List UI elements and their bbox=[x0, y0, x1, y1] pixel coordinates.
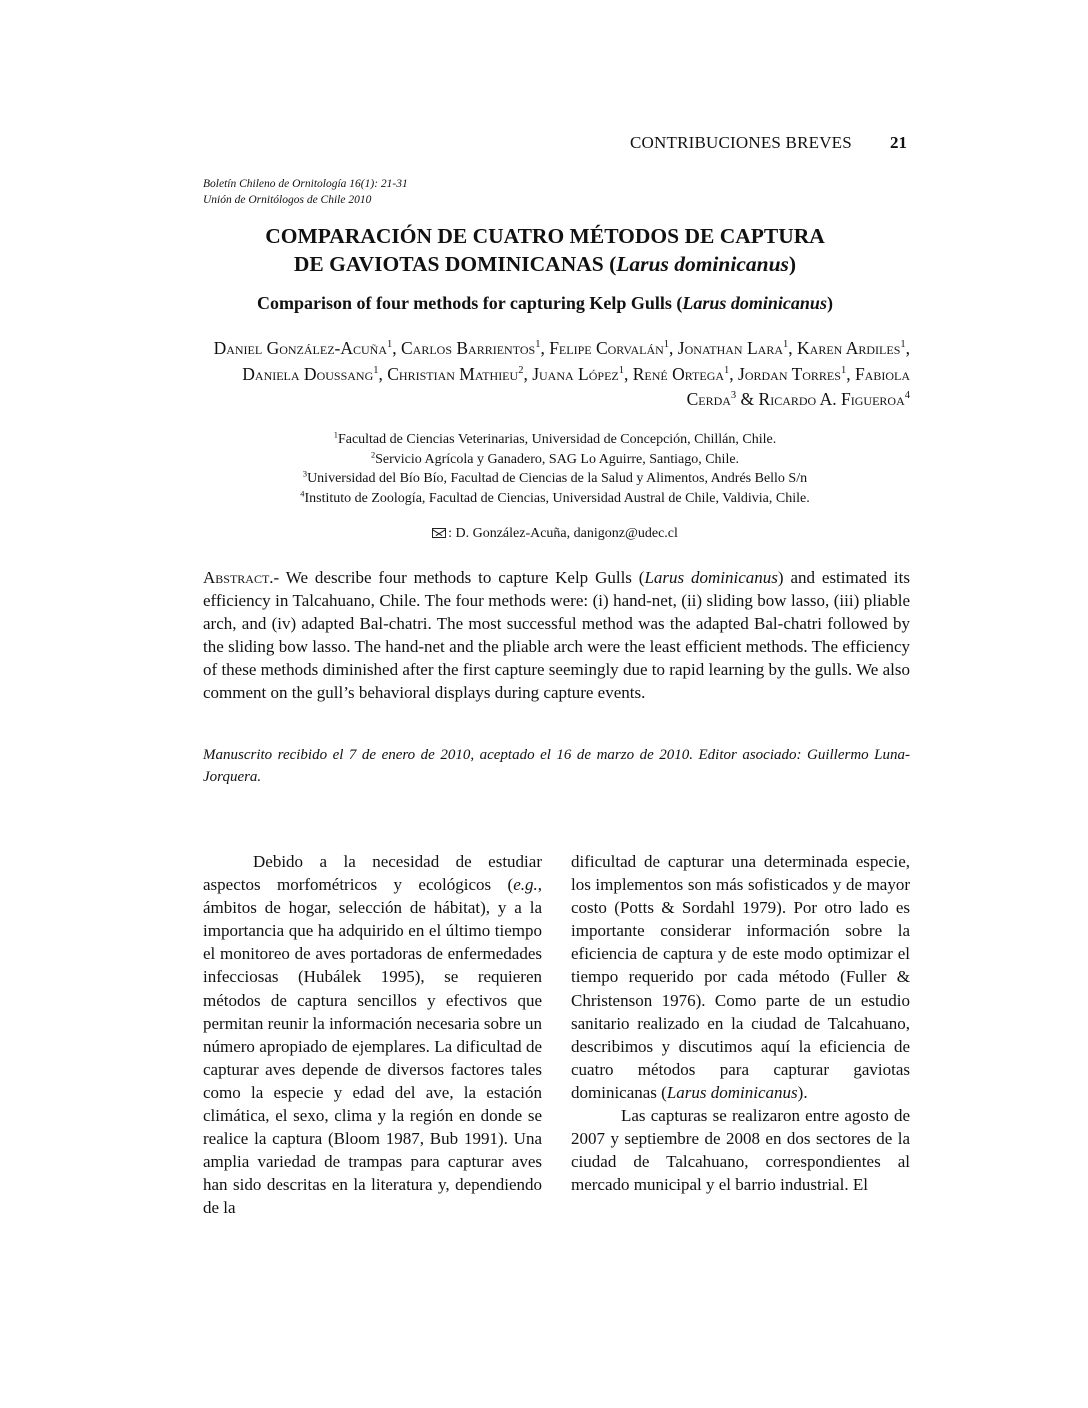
affiliation-text: Servicio Agrícola y Ganadero, SAG Lo Aguirre, Santiago, Chile. bbox=[375, 451, 740, 467]
author bbox=[242, 364, 387, 384]
title-line bbox=[180, 250, 910, 278]
affiliation-mark: 1 bbox=[618, 364, 624, 376]
paragraph: Las capturas se realizaron entre agosto de 2007 y septiembre de 2008 en dos sectores de la ciudad de Talcahuano, correspondientes al mercado municipal y el barrio industrial. El bbox=[571, 1106, 910, 1195]
affiliation-number: 3 bbox=[302, 469, 308, 479]
affiliation-mark: 1 bbox=[663, 339, 670, 351]
author-name: Karen Ardiles bbox=[797, 338, 901, 358]
affiliation-mark: 3 bbox=[730, 390, 737, 402]
title-spanish bbox=[180, 222, 910, 278]
author-separator: , bbox=[623, 363, 633, 384]
affiliation-number: 2 bbox=[370, 449, 376, 459]
paragraph bbox=[571, 850, 910, 1104]
journal-line: Unión de Ornitólogos de Chile 2010 bbox=[203, 194, 372, 206]
author bbox=[401, 338, 549, 358]
species-name: Larus dominicanus bbox=[616, 252, 789, 276]
author-name: Christian Mathieu bbox=[387, 363, 519, 384]
species-name: Larus dominicanus bbox=[644, 568, 778, 587]
affiliation bbox=[200, 469, 910, 489]
author-name: Juana López bbox=[532, 363, 619, 384]
affiliation bbox=[200, 430, 910, 450]
author bbox=[214, 338, 401, 358]
author bbox=[387, 364, 532, 384]
title-text: ) bbox=[826, 293, 833, 313]
corresponding-author bbox=[200, 526, 910, 542]
author-name: Daniel González-Acuña bbox=[213, 338, 387, 358]
author-name: Daniela Doussang bbox=[242, 363, 374, 384]
author bbox=[738, 364, 855, 384]
affiliation-mark: 4 bbox=[904, 390, 910, 402]
page-number: 21 bbox=[890, 133, 907, 152]
affiliation-mark: 1 bbox=[900, 339, 906, 351]
author-separator: & bbox=[736, 389, 759, 409]
author bbox=[633, 364, 738, 384]
author-separator: , bbox=[523, 363, 533, 384]
species-name: Larus dominicanus bbox=[666, 1082, 798, 1102]
author-separator: , bbox=[788, 338, 798, 358]
author bbox=[532, 364, 633, 384]
abstract-text: We describe four methods to capture Kelp Gulls ( bbox=[279, 568, 645, 587]
affiliation-mark: 1 bbox=[535, 339, 541, 351]
species-name: Larus dominicanus bbox=[682, 293, 827, 313]
author-list bbox=[200, 336, 910, 413]
journal-citation bbox=[203, 176, 408, 208]
paragraph bbox=[203, 850, 542, 1220]
affiliation-mark: 1 bbox=[783, 339, 789, 351]
abbreviation: e.g. bbox=[513, 875, 538, 895]
body-column-left bbox=[203, 850, 542, 1220]
author-separator: , bbox=[846, 363, 855, 384]
author bbox=[797, 338, 910, 358]
affiliation-text: Instituto de Zoología, Facultad de Ciencias, Universidad Austral de Chile, Valdivia, Chile. bbox=[304, 490, 810, 506]
affiliation-mark: 2 bbox=[518, 364, 524, 376]
title-line: COMPARACIÓN DE CUATRO MÉTODOS DE CAPTURA bbox=[265, 224, 825, 248]
affiliation bbox=[200, 450, 910, 470]
abstract bbox=[203, 566, 910, 704]
title-english bbox=[180, 293, 910, 314]
affiliation-text: Universidad del Bío Bío, Facultad de Ciencias de la Salud y Alimentos, Andrés Bello S/n bbox=[307, 471, 808, 486]
affiliation-text: Facultad de Ciencias Veterinarias, Universidad de Concepción, Chillán, Chile. bbox=[337, 432, 777, 447]
affiliation-mark: 1 bbox=[724, 364, 730, 376]
body-text: , ámbitos de hogar, selección de hábitat), y a la importancia que ha adquirido en el último tiempo el monitoreo de aves portadoras de enfermedades infecciosas (Hubálek 1995), se requieren métodos de captura sencillos y efectivos que permitan reunir la información necesaria sobre un número apropiado de ejemplares. La dificultad de capturar aves depende de diversos factores tales como la especie y edad del ave, la estación climática, el sexo, clima y la región en donde se realice la captura (Bloom 1987, Bub 1991). Una amplia variedad de trampas para capturar aves han sido descritas en la literatura y, dependiendo de la bbox=[203, 875, 542, 1218]
title-text: ) bbox=[788, 252, 797, 276]
affiliation-mark: 1 bbox=[373, 364, 379, 376]
author-name: René Ortega bbox=[632, 363, 725, 384]
contact-text: : D. González-Acuña, danigonz@udec.cl bbox=[448, 526, 678, 541]
author-separator: , bbox=[669, 338, 678, 358]
body-text: dificultad de capturar una determinada especie, los implementos son más sofisticados y de mayor costo (Potts & Sordahl 1979). Por otro lado es importante considerar información sobre la eficiencia de captura y de este modo optimizar el tiempo requerido por cada método (Fuller & Christenson 1976). Como parte de un estudio sanitario realizado en la ciudad de Talcahuano, describimos y discutimos aquí la eficiencia de cuatro métodos para capturar gaviotas dominicanas ( bbox=[571, 852, 910, 1102]
author-separator: , bbox=[729, 363, 739, 384]
affiliation-list bbox=[200, 430, 910, 508]
author bbox=[678, 338, 797, 358]
abstract-label: Abstract.- bbox=[203, 568, 280, 587]
journal-line: Boletín Chileno de Ornitología 16(1): 21-31 bbox=[203, 178, 408, 190]
author-separator: , bbox=[378, 363, 388, 384]
affiliation-number: 4 bbox=[300, 488, 305, 498]
author-name: Jordan Torres bbox=[738, 363, 841, 384]
author-name: Felipe Corvalán bbox=[549, 338, 664, 358]
envelope-icon bbox=[432, 528, 446, 538]
affiliation-number: 1 bbox=[333, 430, 338, 440]
title-text: Comparison of four methods for capturing Kelp Gulls ( bbox=[257, 293, 683, 313]
author bbox=[549, 338, 678, 358]
affiliation-mark: 1 bbox=[387, 339, 393, 351]
title-text: DE GAVIOTAS DOMINICANAS ( bbox=[293, 252, 617, 276]
body-column-right bbox=[571, 850, 910, 1196]
author-name: Fabiola Cerda bbox=[686, 363, 910, 409]
author-name: Ricardo A. Figueroa bbox=[758, 389, 905, 409]
manuscript-note: Manuscrito recibido el 7 de enero de 2010, aceptado el 16 de marzo de 2010. Editor asociado: Guillermo Luna-Jorquera. bbox=[203, 747, 910, 785]
author-separator: , bbox=[392, 338, 401, 358]
author-name: Jonathan Lara bbox=[677, 338, 784, 358]
body-text: Debido a la necesidad de estudiar aspectos morfométricos y ecológicos ( bbox=[203, 852, 542, 895]
affiliation bbox=[200, 489, 910, 509]
author-name: Carlos Barrientos bbox=[401, 338, 536, 358]
author-separator: , bbox=[540, 338, 550, 358]
affiliation-mark: 1 bbox=[840, 364, 847, 376]
author bbox=[759, 389, 910, 409]
body-text: ). bbox=[797, 1082, 808, 1102]
author-separator: , bbox=[905, 338, 910, 358]
abstract-text: ) and estimated its efficiency in Talcahuano, Chile. The four methods were: (i) hand-net, (ii) sliding bow lasso, (iii) pliable arch, and (iv) adapted Bal-chatri. The most successful method was the adapted Bal-chatri followed by the sliding bow lasso. The hand-net and the pliable arch were the least efficient methods. The efficiency of these methods diminished after the first capture seemingly due to rapid learning by the gulls. We also comment on the gull’s behavioral displays during capture events. bbox=[203, 568, 910, 702]
running-head: CONTRIBUCIONES BREVES bbox=[630, 133, 852, 152]
